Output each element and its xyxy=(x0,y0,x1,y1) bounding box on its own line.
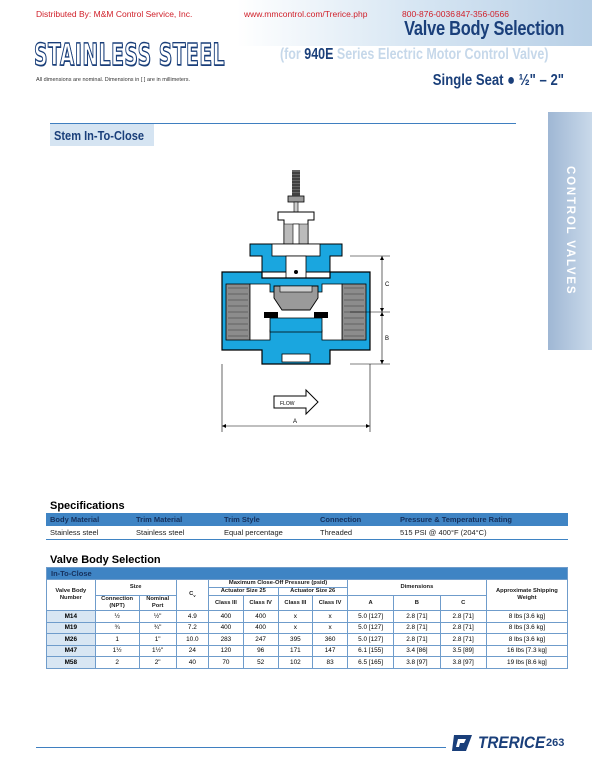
dimension-b-label: B xyxy=(385,336,390,342)
col-weight: Approximate Shipping Weight xyxy=(486,580,567,611)
spec-cell: Equal percentage xyxy=(220,526,316,540)
col-valve-body-number: Valve Body Number xyxy=(47,580,96,611)
table-cell: 102 xyxy=(278,657,313,669)
table-cell: 247 xyxy=(243,634,278,646)
table-row xyxy=(47,657,568,669)
valve-body-number: M58 xyxy=(47,657,96,669)
valve-body-number: M47 xyxy=(47,645,96,657)
table-cell: 400 xyxy=(209,611,244,623)
table-cell: 7.2 xyxy=(176,622,208,634)
page-number: 263 xyxy=(546,737,565,749)
table-cell: 83 xyxy=(313,657,348,669)
table-cell: 8 lbs [3.6 kg] xyxy=(486,622,567,634)
table-cell: x xyxy=(278,611,313,623)
valve-body-number: M14 xyxy=(47,611,96,623)
valve-diagram xyxy=(200,160,420,440)
table-cell: ½ xyxy=(95,611,139,623)
table-cell: x xyxy=(313,622,348,634)
table-cell: 2.8 [71] xyxy=(440,611,486,623)
table-cell: 2.8 [71] xyxy=(394,634,440,646)
website-link[interactable]: www.mmcontrol.com/Trerice.php xyxy=(244,9,368,19)
table-cell: 120 xyxy=(209,645,244,657)
table-cell: 2" xyxy=(139,657,176,669)
col-port: Nominal Port xyxy=(139,596,176,611)
col-max-closeoff: Maximum Close-Off Pressure (psid) xyxy=(209,580,348,588)
side-tab-label: CONTROL VALVES xyxy=(564,166,576,296)
spec-cell: Threaded xyxy=(316,526,396,540)
table-cell: 8 lbs [3.6 kg] xyxy=(486,634,567,646)
table-cell: 96 xyxy=(243,645,278,657)
table-cell: 395 xyxy=(278,634,313,646)
distributor-text: Distributed By: M&M Control Service, Inc. xyxy=(36,9,193,19)
col-actuator-25: Actuator Size 25 xyxy=(209,588,278,596)
footer-line xyxy=(36,747,446,748)
valve-body-title: Valve Body Selection xyxy=(50,554,161,566)
specifications-table xyxy=(46,513,568,540)
table-cell: 2.8 [71] xyxy=(394,622,440,634)
phone-2: 847-356-0566 xyxy=(456,9,509,19)
section-title: Valve Body Selection xyxy=(403,18,564,40)
dimension-c-label: C xyxy=(385,282,390,288)
col-size: Size xyxy=(95,580,176,596)
spec-header-row xyxy=(46,513,568,526)
table-cell: 5.0 [127] xyxy=(347,611,393,623)
group-label: In-To-Close xyxy=(47,568,568,580)
spec-col-connection: Connection xyxy=(316,513,396,526)
table-cell: 1½" xyxy=(139,645,176,657)
table-cell: 3.8 [97] xyxy=(394,657,440,669)
dimension-note: All dimensions are nominal. Dimensions in [ ] are in millimeters. xyxy=(36,77,191,83)
specifications-title: Specifications xyxy=(50,500,125,512)
table-cell: 360 xyxy=(313,634,348,646)
table-cell: 6.5 [165] xyxy=(347,657,393,669)
table-cell: 400 xyxy=(243,611,278,623)
table-cell: 52 xyxy=(243,657,278,669)
series-subtitle xyxy=(280,46,548,64)
table-cell: 40 xyxy=(176,657,208,669)
col-dim-c: C xyxy=(440,596,486,611)
spec-col-pressure-rating: Pressure & Temperature Rating xyxy=(396,513,568,526)
table-cell: 1½ xyxy=(95,645,139,657)
table-cell: 171 xyxy=(278,645,313,657)
flow-label: FLOW xyxy=(280,401,295,407)
table-cell: x xyxy=(278,622,313,634)
valve-body-number: M26 xyxy=(47,634,96,646)
stem-thread xyxy=(292,170,300,196)
series-prefix: (for xyxy=(280,46,305,63)
table-cell: 3.8 [97] xyxy=(440,657,486,669)
series-suffix: Series Electric Motor Control Valve) xyxy=(333,46,549,63)
table-cell: 400 xyxy=(209,622,244,634)
table-row xyxy=(47,645,568,657)
table-row xyxy=(47,634,568,646)
col-a26-class3: Class III xyxy=(278,596,313,611)
table-cell: 2.8 [71] xyxy=(440,634,486,646)
table-cell: 5.0 [127] xyxy=(347,634,393,646)
table-cell: 2.8 [71] xyxy=(394,611,440,623)
col-dimensions: Dimensions xyxy=(347,580,486,596)
spec-col-body-material: Body Material xyxy=(46,513,132,526)
spec-col-trim-style: Trim Style xyxy=(220,513,316,526)
table-cell: 3.4 [86] xyxy=(394,645,440,657)
table-row xyxy=(47,622,568,634)
diagram-title: Stem In-To-Close xyxy=(54,128,145,143)
col-connection: Connection (NPT) xyxy=(95,596,139,611)
col-a25-class4: Class IV xyxy=(243,596,278,611)
table-cell: ¾ xyxy=(95,622,139,634)
table-cell: 2 xyxy=(95,657,139,669)
col-actuator-26: Actuator Size 26 xyxy=(278,588,347,596)
table-cell: 19 lbs [8.6 kg] xyxy=(486,657,567,669)
col-a25-class3: Class III xyxy=(209,596,244,611)
table-cell: 6.1 [155] xyxy=(347,645,393,657)
dimension-a-label: A xyxy=(293,419,298,425)
table-cell: 400 xyxy=(243,622,278,634)
table-cell: 24 xyxy=(176,645,208,657)
table-cell: 4.9 xyxy=(176,611,208,623)
table-cell: 70 xyxy=(209,657,244,669)
table-cell: 283 xyxy=(209,634,244,646)
valve-body-number: M19 xyxy=(47,622,96,634)
seat-line: Single Seat ● ½" – 2" xyxy=(432,72,564,89)
col-a26-class4: Class IV xyxy=(313,596,348,611)
brand-title: STAINLESS STEEL xyxy=(34,38,226,73)
spec-cell: 515 PSI @ 400°F (204°C) xyxy=(396,526,568,540)
table-cell: ½" xyxy=(139,611,176,623)
table-cell: 147 xyxy=(313,645,348,657)
table-cell: 5.0 [127] xyxy=(347,622,393,634)
spec-row xyxy=(46,526,568,540)
table-cell: 3.5 [89] xyxy=(440,645,486,657)
col-dim-a: A xyxy=(347,596,393,611)
col-dim-b: B xyxy=(394,596,440,611)
table-cell: 2.8 [71] xyxy=(440,622,486,634)
table-cell: ¾" xyxy=(139,622,176,634)
footer-brand: TRERICE xyxy=(478,733,546,752)
valve-body-table xyxy=(46,567,568,669)
spec-cell: Stainless steel xyxy=(46,526,132,540)
table-cell: 16 lbs [7.3 kg] xyxy=(486,645,567,657)
table-cell: 1 xyxy=(95,634,139,646)
table-cell: 8 lbs [3.6 kg] xyxy=(486,611,567,623)
series-model: 940E xyxy=(304,46,334,63)
table-row xyxy=(47,611,568,623)
spec-cell: Stainless steel xyxy=(132,526,220,540)
col-cv: $C_v$ xyxy=(176,580,208,611)
table-cell: x xyxy=(313,611,348,623)
table-cell: 1" xyxy=(139,634,176,646)
table-cell: 10.0 xyxy=(176,634,208,646)
phone-1: 800-876-0036 xyxy=(402,9,455,19)
trerice-logo-icon xyxy=(452,733,476,753)
spec-col-trim-material: Trim Material xyxy=(132,513,220,526)
